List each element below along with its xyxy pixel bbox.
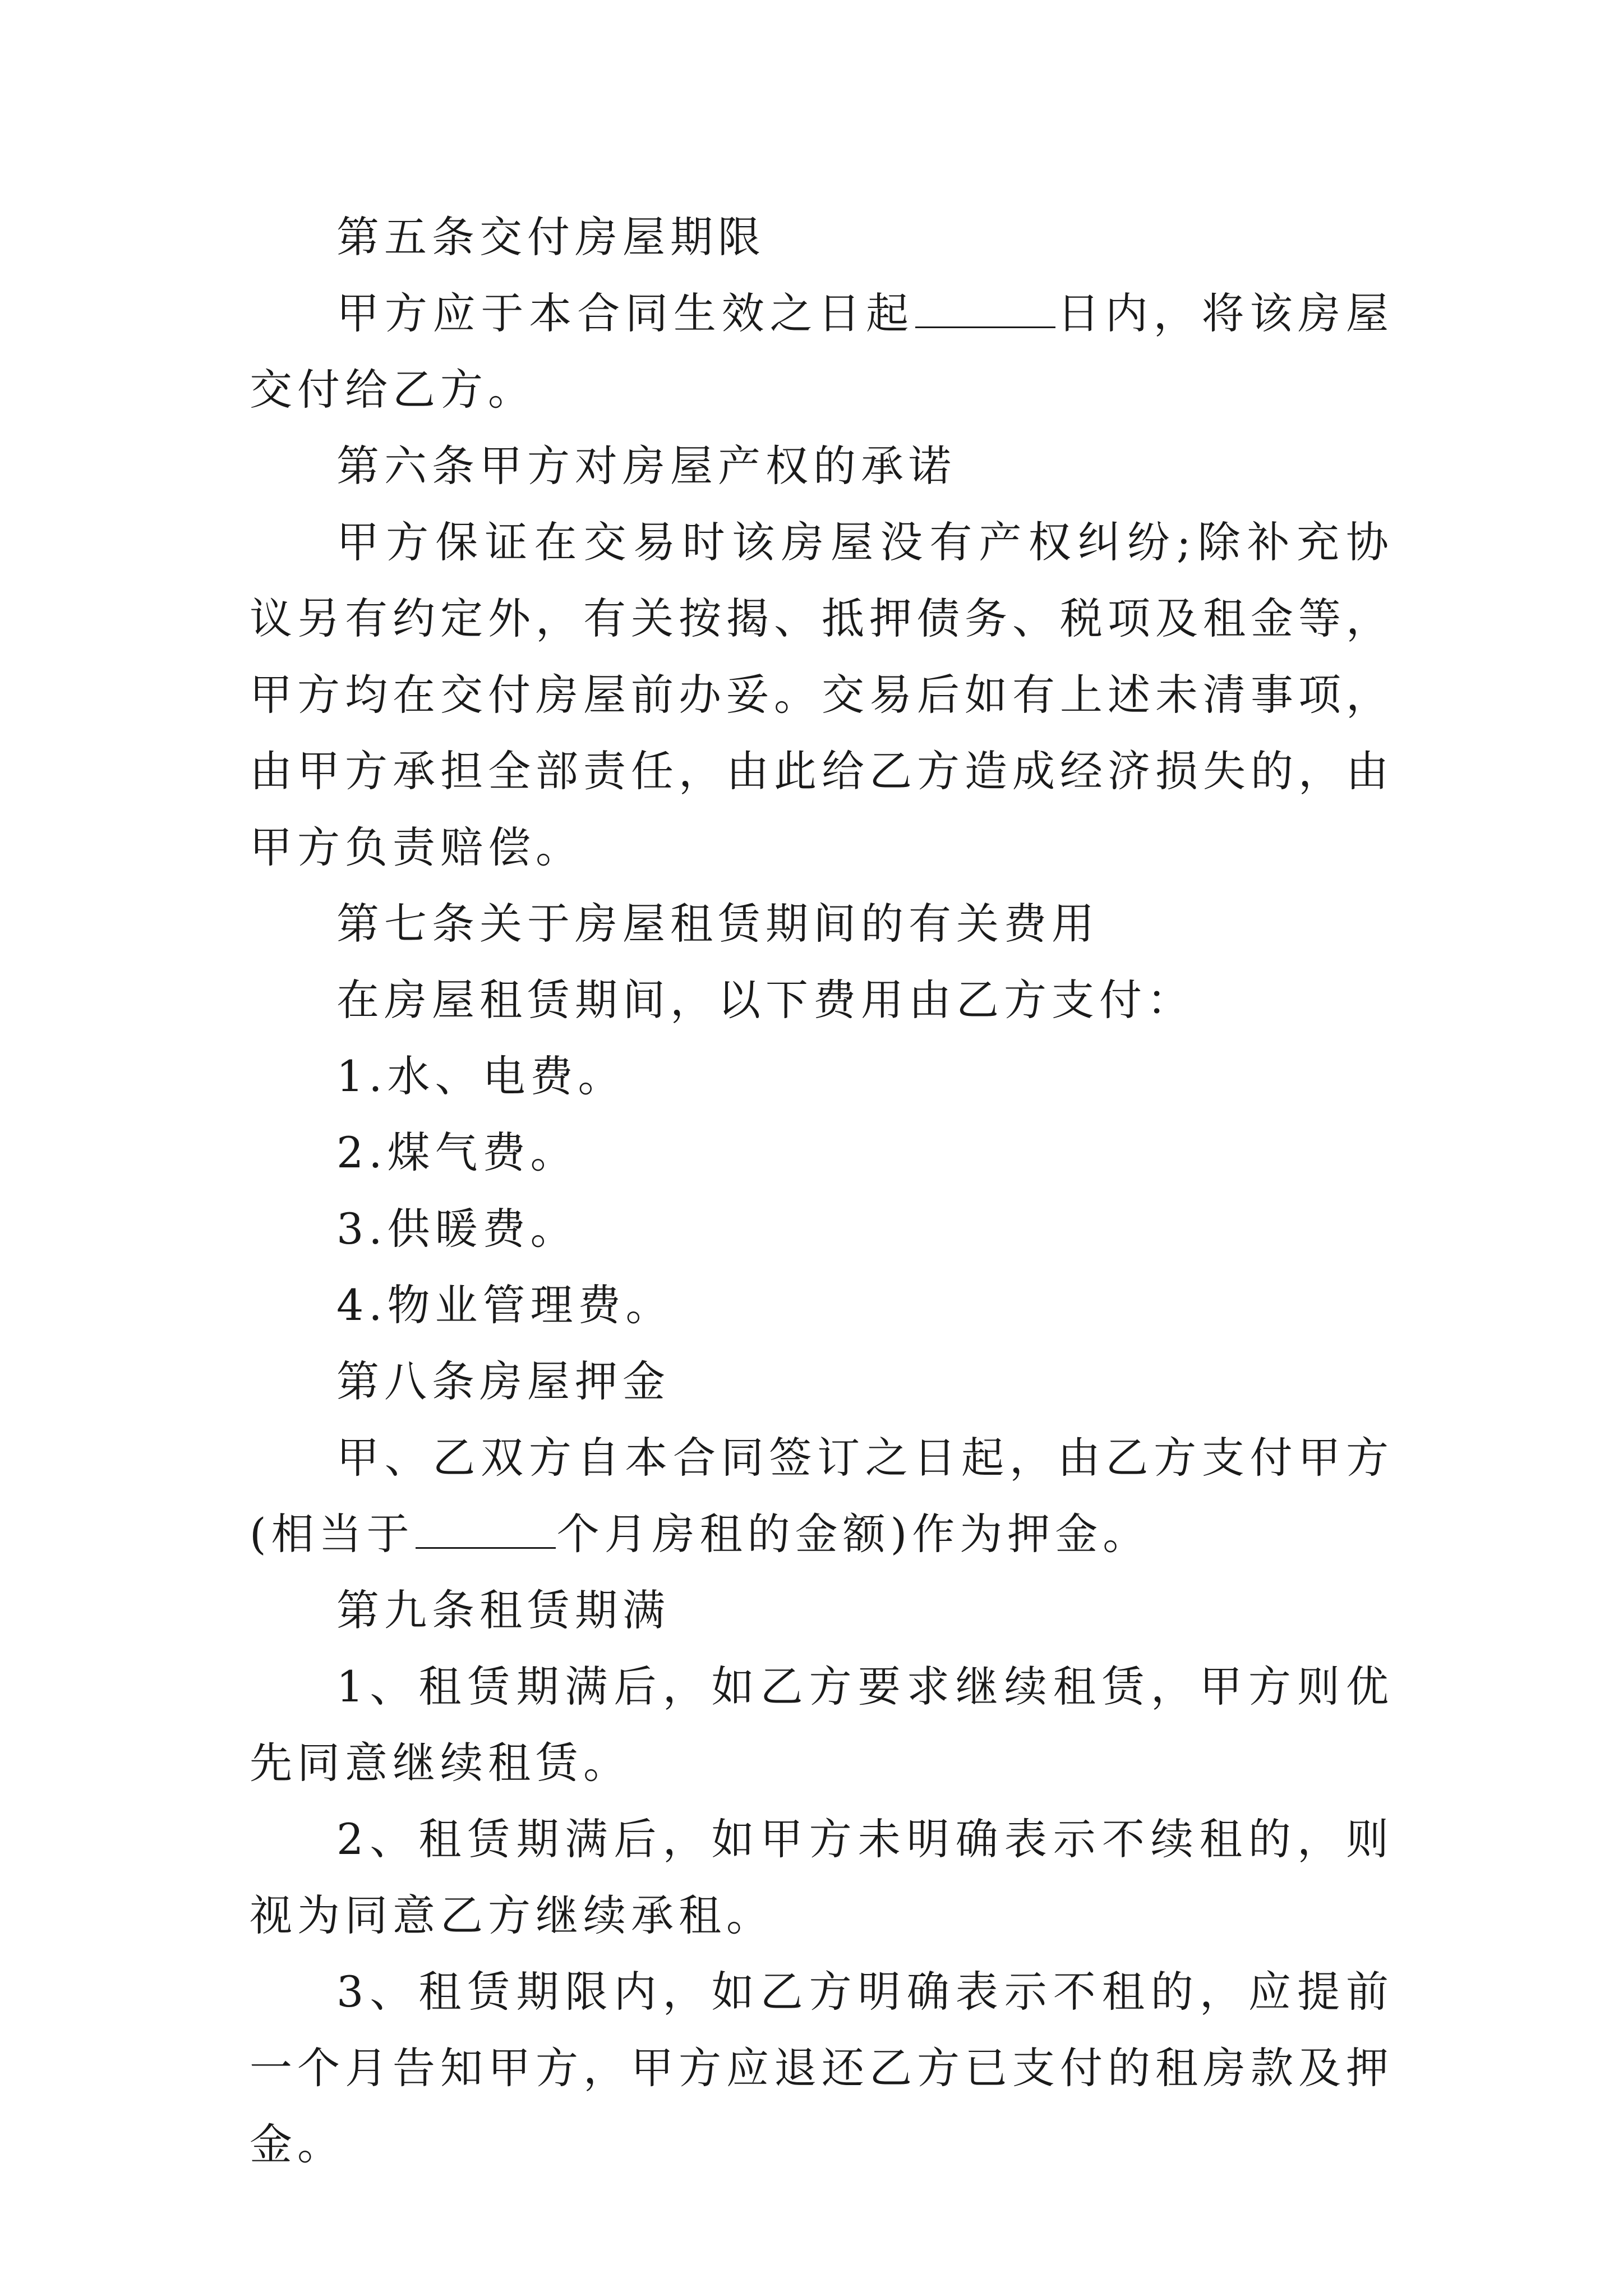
article-8-text-after-blank: 个月房租的金额)作为押金。 [556, 1509, 1151, 1559]
article-7-item-heating: 3.供暖费。 [336, 1204, 578, 1254]
article-9-item-3: 3、租赁期限内，如乙方明确表示不租的，应提前一个月告知甲方，甲方应退还乙方已支付的租房款及押金。 [250, 1967, 1394, 2169]
contract-body [250, 199, 1394, 2183]
article-7-item-property-management: 4.物业管理费。 [336, 1280, 674, 1330]
article-7-item-water-electricity: 1.水、电费。 [336, 1051, 626, 1101]
article-9-item-2: 2、租赁期满后，如甲方未明确表示不续租的，则视为同意乙方继续承租。 [250, 1814, 1394, 1940]
article-8-text-before-blank: 甲、乙双方自本合同签订之日起，由乙方支付甲方(相当于 [250, 1433, 1394, 1559]
days-blank [915, 292, 1055, 328]
article-8-paragraph [250, 1420, 1394, 1572]
months-blank [416, 1513, 556, 1549]
article-5-paragraph [250, 275, 1394, 428]
article-7-intro: 在房屋租赁期间，以下费用由乙方支付： [336, 975, 1195, 1025]
article-5-text-after-blank: 日内，将该房屋交付给乙方。 [250, 288, 1394, 415]
article-6-heading: 第六条甲方对房屋产权的承诺 [336, 441, 956, 491]
article-5-text-before-blank: 甲方应于本合同生效之日起 [336, 288, 915, 338]
article-6-paragraph: 甲方保证在交易时该房屋没有产权纠纷;除补充协议另有约定外，有关按揭、抵押债务、税项及租金等，甲方均在交付房屋前办妥。交易后如有上述未清事项，由甲方承担全部责任，由此给乙方造成经济损失的，由甲方负责赔偿。 [250, 517, 1394, 872]
article-8-heading: 第八条房屋押金 [336, 1356, 670, 1406]
article-9-item-1: 1、租赁期满后，如乙方要求继续租赁，甲方则优先同意继续租赁。 [250, 1662, 1394, 1788]
article-5-heading: 第五条交付房屋期限 [336, 212, 766, 262]
article-7-item-gas: 2.煤气费。 [336, 1128, 578, 1177]
article-9-heading: 第九条租赁期满 [336, 1585, 670, 1635]
article-7-heading: 第七条关于房屋租赁期间的有关费用 [336, 899, 1099, 949]
